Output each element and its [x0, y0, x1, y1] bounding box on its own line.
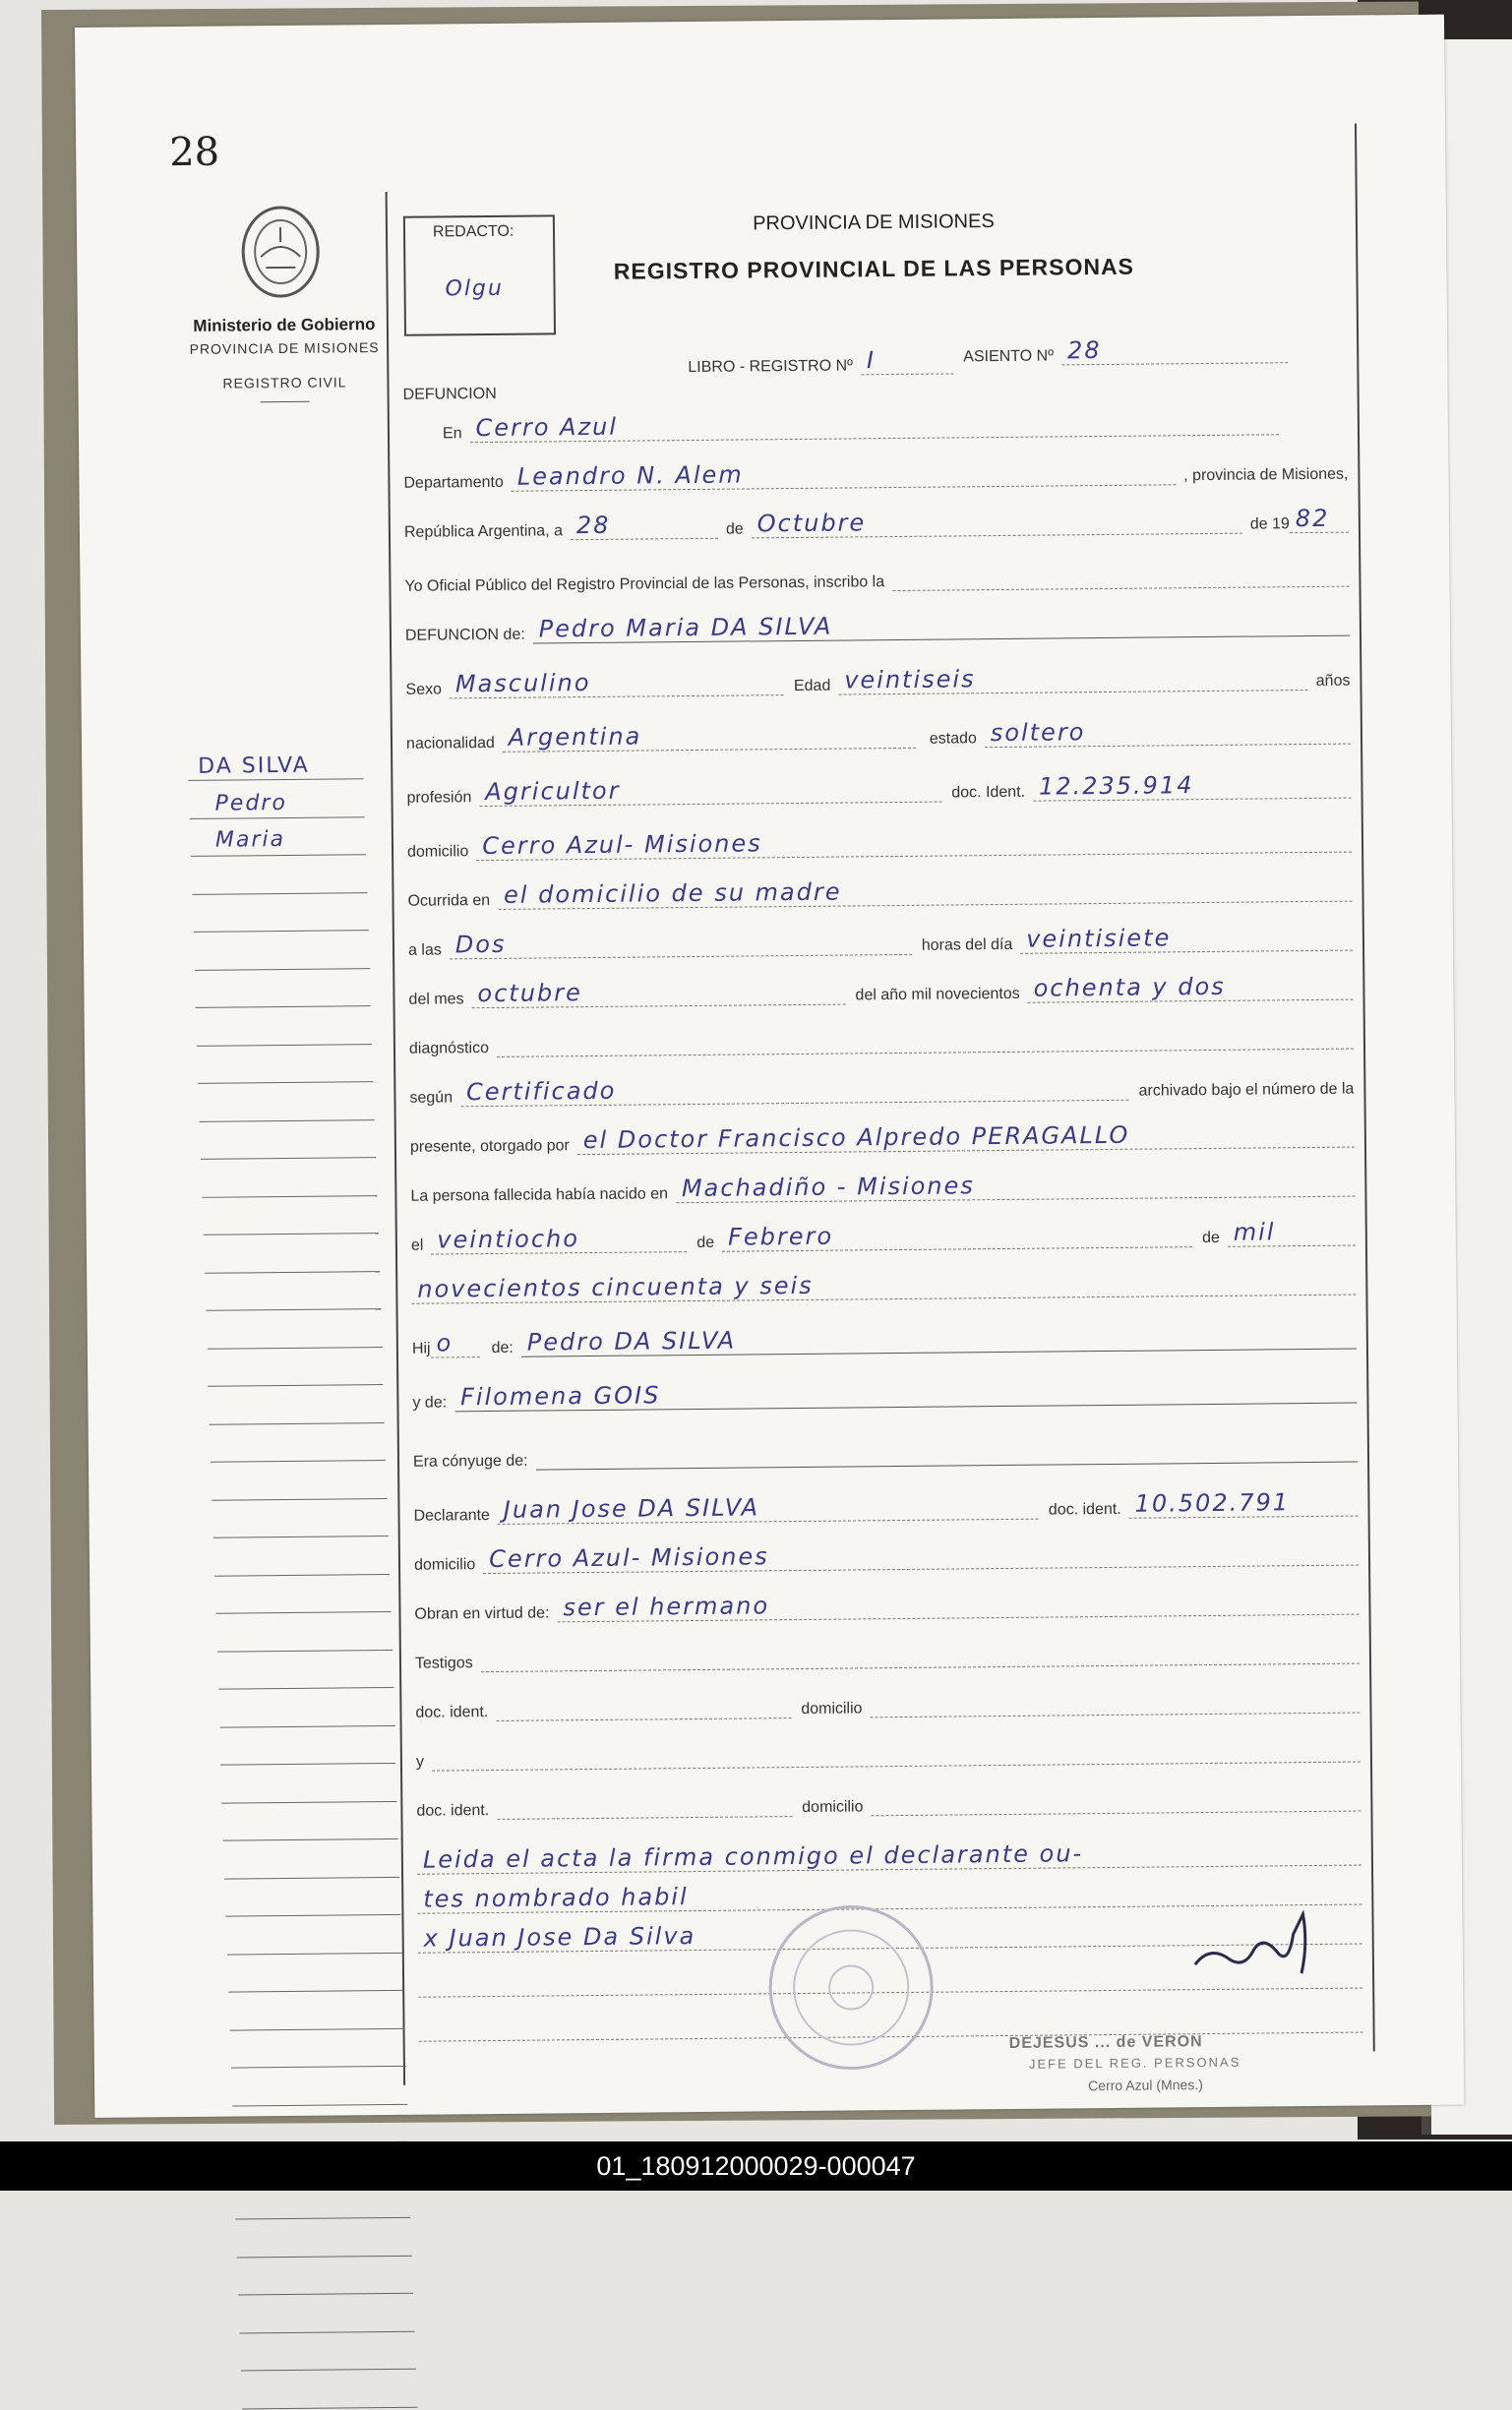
coat-of-arms-icon: [236, 203, 326, 302]
margin-rule: [225, 1913, 400, 1917]
margin-rule: [242, 2405, 417, 2409]
en-field: En Cerro Azul: [443, 404, 1279, 443]
edad-value: veintiseis: [844, 665, 976, 694]
nacionalidad-field: nacionalidad Argentina estado soltero: [406, 714, 1351, 753]
segun-field: según Certificado archivado bajo el número de la: [409, 1068, 1354, 1108]
asiento-field: ASIENTO Nº 28: [963, 332, 1288, 366]
margin-rule: [232, 2102, 407, 2106]
y-field: y: [416, 1732, 1361, 1772]
del-mes-value: octubre: [477, 979, 582, 1008]
margin-rule: [211, 1459, 386, 1463]
stamp-name: DEJESUS ... de VERON: [1008, 2033, 1203, 2052]
margin-rule: [190, 815, 365, 819]
ministry-title: Ministerio de Gobierno: [193, 315, 376, 335]
margin-rule: [220, 1762, 395, 1766]
margin-rule: [191, 853, 366, 857]
y-de-field: y de: Filomena GOIS: [412, 1373, 1357, 1413]
diagnostico-field: diagnóstico: [409, 1019, 1354, 1058]
margin-rule: [197, 1043, 372, 1047]
margin-rule: [237, 2254, 412, 2258]
ministry-office: REGISTRO CIVIL: [222, 374, 347, 392]
margin-rule: [188, 777, 363, 781]
margin-rule: [192, 891, 367, 895]
margin-rule: [227, 1951, 402, 1955]
defuncion-de-value: Pedro Maria DA SILVA: [538, 612, 833, 643]
declarante-dom-field: domicilio Cerro Azul- Misiones: [414, 1536, 1359, 1575]
conyuge-field: Era cónyuge de:: [413, 1432, 1358, 1472]
register-page: [75, 15, 1464, 2118]
horas-dia-value: veintisiete: [1026, 924, 1172, 953]
hijo-value: Pedro DA SILVA: [526, 1326, 737, 1356]
header-province: PROVINCIA DE MISIONES: [753, 211, 995, 235]
margin-rule: [229, 2026, 404, 2030]
margin-name-3: Maria: [214, 826, 286, 853]
testigo1-doc-field: doc. ident. domicilio: [415, 1683, 1360, 1722]
margin-rule: [207, 1346, 382, 1350]
margin-rule: [215, 1610, 391, 1614]
obran-value: ser el hermano: [563, 1592, 770, 1622]
margin-rule: [218, 1686, 393, 1690]
doc-ident-value: 12.235.914: [1038, 771, 1194, 801]
declarante-value: Juan Jose DA SILVA: [503, 1493, 760, 1524]
testigos-field: Testigos: [415, 1634, 1360, 1673]
el-value: veintiocho: [437, 1225, 580, 1254]
margin-rule: [210, 1421, 385, 1425]
ministry-province: PROVINCIA DE MISIONES: [189, 339, 380, 357]
margin-rule: [239, 2329, 414, 2333]
fecha-mes: Octubre: [756, 509, 867, 538]
libro-field: LIBRO - REGISTRO Nº I: [688, 343, 953, 377]
margin-rule: [209, 1383, 384, 1387]
redacto-label: REDACTO:: [432, 222, 514, 241]
de-mil-value: mil: [1233, 1218, 1276, 1246]
asiento-value: 28: [1066, 335, 1102, 365]
fecha-dia: 28: [575, 511, 611, 540]
margin-name-2: Pedro: [214, 790, 287, 816]
declarante-signature: x Juan Jose Da Silva: [423, 1922, 696, 1953]
margin-rule: [198, 1080, 373, 1084]
margin-rule: [228, 1989, 403, 1993]
margin-rule: [196, 1004, 371, 1008]
presente-value: el Doctor Francisco Alpredo PERAGALLO: [582, 1120, 1130, 1155]
nacido-field: La persona fallecida había nacido en Machadiño - Misiones: [410, 1167, 1355, 1206]
margin-rule: [238, 2292, 413, 2296]
en-value: Cerro Azul: [475, 412, 619, 443]
margin-rule: [236, 2216, 411, 2220]
redacto-box: [403, 214, 556, 335]
official-signature-icon: [1184, 1904, 1333, 1984]
testigo2-doc-field: doc. ident. domicilio: [416, 1781, 1361, 1821]
hijo-suffix: o: [436, 1329, 454, 1357]
margin-rule: [241, 2368, 416, 2372]
profesion-field: profesión Agricultor doc. Ident. 12.235.914: [406, 768, 1351, 808]
domicilio-field: domicilio Cerro Azul- Misiones: [407, 822, 1352, 862]
a-las-field: a las Dos horas del día veintisiete: [408, 921, 1353, 960]
margin-rule: [214, 1573, 390, 1577]
margin-rule: [204, 1232, 379, 1235]
departamento-value: Leandro N. Alem: [516, 460, 744, 491]
fecha-anio: 82: [1295, 504, 1330, 533]
fecha-nac-field: el veintiocho de Febrero de mil: [411, 1216, 1356, 1255]
stamp-place: Cerro Azul (Mnes.): [1088, 2077, 1203, 2094]
anio-nac-value: novecientos cincuenta y seis: [417, 1271, 814, 1303]
official-seal-icon: [761, 1898, 940, 2078]
defuncion-de-field: DEFUNCION de: Pedro Maria DA SILVA: [405, 606, 1350, 645]
hijo-field: Hij o de: Pedro DA SILVA: [412, 1319, 1357, 1358]
margin-name-1: DA SILVA: [198, 753, 310, 779]
margin-rule: [217, 1648, 393, 1652]
margin-rule: [230, 2065, 405, 2069]
anio-mil-value: ochenta y dos: [1033, 972, 1226, 1002]
a-las-value: Dos: [454, 930, 507, 959]
header-registry: REGISTRO PROVINCIAL DE LAS PERSONAS: [613, 253, 1135, 284]
estado-value: soltero: [990, 718, 1086, 748]
declarante-field: Declarante Juan Jose DA SILVA doc. ident. 10.502.791: [413, 1486, 1358, 1526]
closing-line-2: tes nombrado habil: [417, 1875, 1361, 1914]
stamp-title: JEFE DEL REG. PERSONAS: [1028, 2054, 1241, 2072]
margin-rule: [205, 1270, 380, 1274]
oficial-field: Yo Oficial Público del Registro Provincial de las Personas, inscribo la: [404, 557, 1349, 596]
domicilio-value: Cerro Azul- Misiones: [482, 829, 762, 861]
margin-rule: [195, 967, 370, 971]
margin-rule: [193, 929, 368, 933]
obran-field: Obran en virtud de: ser el hermano: [414, 1585, 1359, 1624]
margin-rule: [222, 1799, 397, 1803]
margin-rule: [206, 1307, 381, 1311]
redacto-value: Olgu: [445, 275, 505, 302]
margin-rule: [212, 1497, 387, 1501]
de-mes-value: Febrero: [727, 1222, 834, 1251]
page-number: 28: [169, 129, 220, 176]
declarante-dom-value: Cerro Azul- Misiones: [489, 1542, 769, 1574]
margin-rule: [213, 1535, 389, 1538]
nacido-value: Machadiño - Misiones: [681, 1172, 975, 1203]
office-underline: [261, 401, 310, 402]
declarante-doc-value: 10.502.791: [1134, 1488, 1291, 1518]
profesion-value: Agricultor: [485, 776, 621, 807]
margin-rule: [224, 1875, 399, 1879]
footer-id: 01_180912000029-000047: [0, 2141, 1512, 2191]
ocurrida-value: el domicilio de su madre: [503, 877, 842, 909]
sexo-value: Masculino: [454, 668, 591, 698]
margin-rule: [219, 1723, 394, 1727]
nacionalidad-value: Argentina: [508, 722, 642, 752]
margin-rule: [223, 1838, 398, 1841]
margin-rule: [201, 1156, 376, 1160]
presente-field: presente, otorgado por el Doctor Francisco Alpredo PERAGALLO: [410, 1117, 1355, 1157]
closing-line-1: Leida el acta la firma conmigo el declarante ou-: [417, 1836, 1361, 1875]
libro-value: I: [866, 346, 877, 375]
anio-nac-field: [411, 1265, 1356, 1304]
segun-value: Certificado: [465, 1076, 617, 1107]
sexo-edad-field: Sexo Masculino Edad veintiseis años: [405, 660, 1350, 699]
act-type: DEFUNCION: [402, 385, 497, 403]
y-de-value: Filomena GOIS: [459, 1381, 661, 1412]
ocurrida-field: Ocurrida en el domicilio de su madre: [407, 872, 1352, 911]
margin-rule: [200, 1118, 375, 1122]
del-mes-field: del mes octubre del año mil novecientos ochenta y dos: [408, 970, 1353, 1009]
margin-rule: [202, 1194, 377, 1198]
fecha-field: República Argentina, a 28 de Octubre de 19 82: [404, 503, 1349, 542]
departamento-field: Departamento Leandro N. Alem , provincia de Misiones,: [403, 453, 1348, 493]
